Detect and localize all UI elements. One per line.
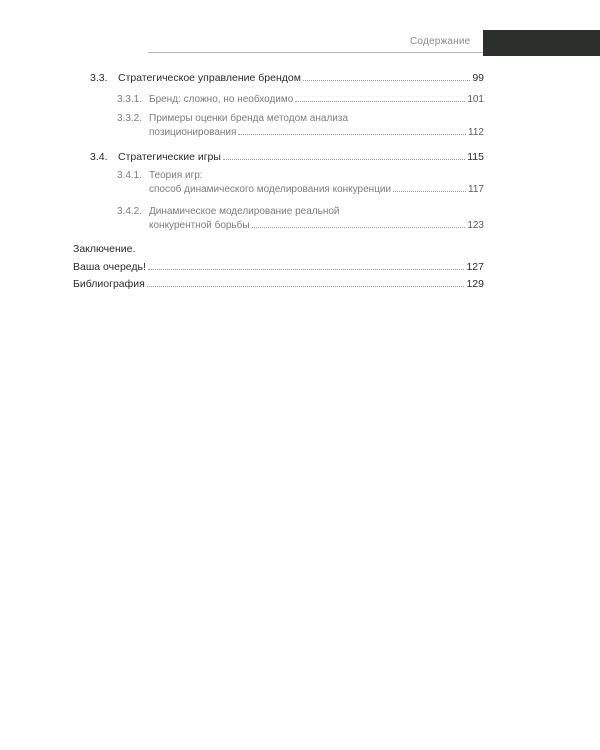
toc-entry-number: 3.4.2. xyxy=(117,206,143,217)
toc-entry-number: 3.4.1. xyxy=(117,170,143,181)
toc-entry-label: Стратегические игры xyxy=(118,151,221,163)
toc-entry-page: 115 xyxy=(467,151,484,163)
toc-entry-number: 3.3.1. xyxy=(117,94,143,105)
dot-leader xyxy=(252,226,466,228)
toc-entry-label: Библиография xyxy=(73,278,145,290)
toc-entry-3-3-2[interactable] xyxy=(117,113,484,138)
toc-entry-page: 117 xyxy=(468,184,484,195)
dot-leader xyxy=(223,158,465,160)
toc-entry-3-3[interactable] xyxy=(90,72,484,84)
toc-entry-label-line2: способ динамического моделирования конкуренции xyxy=(149,184,392,195)
toc-entry-label-line2: конкурентной борьбы xyxy=(149,220,250,231)
toc-entry-page: 129 xyxy=(466,278,484,290)
toc-entry-page: 101 xyxy=(467,94,484,105)
header-tab-block xyxy=(483,30,600,56)
toc-entry-label-line2: позиционирования xyxy=(149,127,237,138)
dot-leader xyxy=(393,190,466,192)
toc-entry-page: 99 xyxy=(472,72,484,84)
toc-entry-page: 112 xyxy=(468,127,484,138)
toc-entry-label-line1: Теория игр: xyxy=(149,170,203,181)
dot-leader xyxy=(148,268,465,270)
toc-entry-number: 3.4. xyxy=(90,151,108,163)
toc-entry-label: Бренд: сложно, но необходимо xyxy=(149,94,294,105)
toc-entry-3-4[interactable] xyxy=(90,151,484,163)
header-rule xyxy=(148,52,485,53)
toc-entry-bibliography[interactable] xyxy=(73,278,484,290)
toc-entry-3-4-1[interactable] xyxy=(117,170,484,195)
dot-leader xyxy=(147,285,465,287)
toc-entry-label: Стратегическое управление брендом xyxy=(118,72,301,84)
toc-entry-page: 127 xyxy=(466,261,484,273)
toc-entry-label: Ваша очередь! xyxy=(73,261,146,273)
dot-leader xyxy=(238,133,466,135)
running-header-title: Содержание xyxy=(410,36,471,47)
toc-entry-3-3-1[interactable] xyxy=(117,94,484,105)
toc-entry-label-line1: Динамическое моделирование реальной xyxy=(149,206,340,217)
toc-entry-3-4-2[interactable] xyxy=(117,206,484,231)
toc-conclusion-heading[interactable]: Заключение. xyxy=(73,243,136,255)
toc-entry-number: 3.3.2. xyxy=(117,113,143,124)
toc-entry-page: 123 xyxy=(467,220,484,231)
toc-entry-your-turn[interactable] xyxy=(73,261,484,273)
toc-entry-label-line1: Примеры оценки бренда методом анализа xyxy=(149,113,349,124)
dot-leader xyxy=(303,79,470,81)
dot-leader xyxy=(295,100,465,102)
toc-entry-number: 3.3. xyxy=(90,72,108,84)
